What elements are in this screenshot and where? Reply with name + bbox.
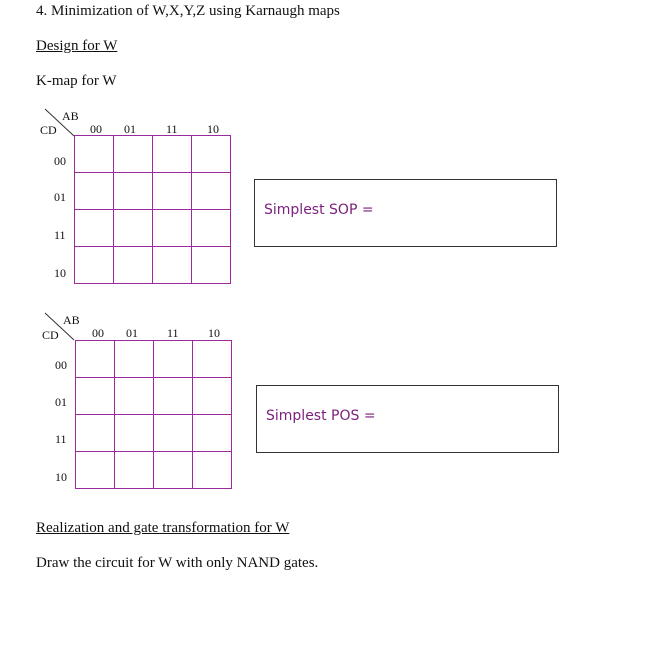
kmap-1-row-01: 01: [54, 190, 66, 204]
kmap-2-cell[interactable]: [193, 378, 232, 415]
kmap-1-row-10: 10: [54, 266, 66, 280]
kmap-1-cell[interactable]: [192, 247, 231, 284]
kmap-1-cell[interactable]: [75, 136, 114, 173]
kmap-2-row-01: 01: [55, 395, 67, 409]
kmap-2-cell[interactable]: [154, 452, 193, 489]
kmap-1-col-11: 11: [166, 122, 178, 136]
kmap-1-cell[interactable]: [153, 210, 192, 247]
kmap-1-row-11: 11: [54, 228, 66, 242]
kmap-1-cell[interactable]: [192, 210, 231, 247]
kmap-1-cell[interactable]: [75, 210, 114, 247]
kmap-2-col-var: AB: [63, 313, 80, 327]
kmap-1-cell[interactable]: [192, 173, 231, 210]
kmap-title: K-map for W: [36, 73, 117, 89]
kmap-2-cell[interactable]: [115, 415, 154, 452]
problem-heading: 4. Minimization of W,X,Y,Z using Karnaugh maps: [36, 3, 340, 19]
instruction-text: Draw the circuit for W with only NAND gates.: [36, 555, 319, 571]
kmap-1-row-var: CD: [40, 123, 57, 137]
kmap-1-grid: [74, 135, 231, 284]
kmap-2-cell[interactable]: [154, 415, 193, 452]
kmap-1-col-var: AB: [62, 109, 79, 123]
kmap-2-cell[interactable]: [154, 378, 193, 415]
kmap-1-cell[interactable]: [114, 136, 153, 173]
kmap-2-cell[interactable]: [115, 452, 154, 489]
kmap-1-col-01: 01: [124, 122, 136, 136]
kmap-1-cell[interactable]: [114, 247, 153, 284]
kmap-2-cell[interactable]: [115, 341, 154, 378]
kmap-2-row-var: CD: [42, 328, 59, 342]
kmap-1-cell[interactable]: [75, 247, 114, 284]
pos-label: Simplest POS =: [266, 408, 376, 424]
kmap-2-cell[interactable]: [193, 452, 232, 489]
kmap-2-col-10: 10: [208, 326, 220, 340]
design-title: Design for W: [36, 38, 118, 54]
kmap-2-cell[interactable]: [154, 341, 193, 378]
kmap-2-grid: [75, 340, 232, 489]
kmap-1-cell[interactable]: [153, 247, 192, 284]
kmap-1-col-10: 10: [207, 122, 219, 136]
kmap-2-cell[interactable]: [76, 415, 115, 452]
sop-label: Simplest SOP =: [264, 202, 374, 218]
kmap-2-cell[interactable]: [115, 378, 154, 415]
kmap-2-cell[interactable]: [193, 341, 232, 378]
kmap-2-cell[interactable]: [76, 341, 115, 378]
kmap-1-cell[interactable]: [192, 136, 231, 173]
kmap-2-row-11: 11: [55, 432, 67, 446]
kmap-2-col-11: 11: [167, 326, 179, 340]
realization-title: Realization and gate transformation for W: [36, 520, 290, 536]
kmap-2-row-00: 00: [55, 358, 67, 372]
kmap-2-cell[interactable]: [193, 415, 232, 452]
kmap-2-row-10: 10: [55, 470, 67, 484]
kmap-1-cell[interactable]: [153, 173, 192, 210]
kmap-1-cell[interactable]: [75, 173, 114, 210]
kmap-1-col-00: 00: [90, 122, 102, 136]
kmap-2-cell[interactable]: [76, 452, 115, 489]
kmap-1-row-00: 00: [54, 154, 66, 168]
kmap-1-cell[interactable]: [114, 173, 153, 210]
kmap-2-col-00: 00: [92, 326, 104, 340]
kmap-1-cell[interactable]: [153, 136, 192, 173]
kmap-1-cell[interactable]: [114, 210, 153, 247]
kmap-2-cell[interactable]: [76, 378, 115, 415]
kmap-2-col-01: 01: [126, 326, 138, 340]
